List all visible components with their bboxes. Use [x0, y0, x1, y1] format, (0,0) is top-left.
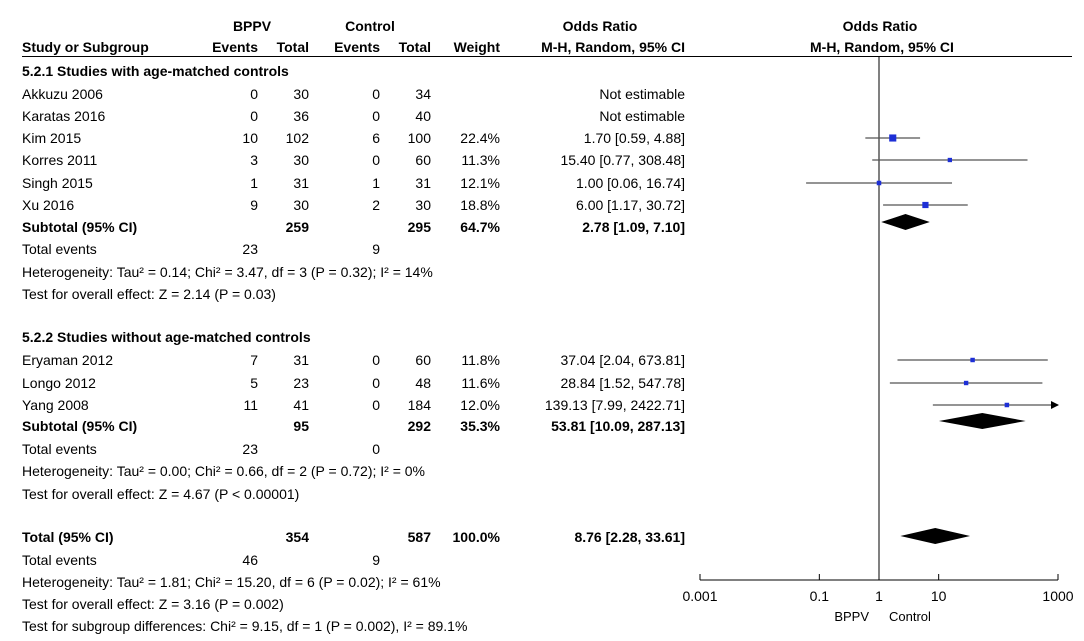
total-events-label: Total events [22, 441, 97, 457]
col-weight: Weight [453, 39, 500, 55]
point-estimate [877, 181, 882, 186]
events2: 9 [372, 241, 380, 257]
point-estimate [1005, 403, 1010, 408]
point-estimate [964, 381, 968, 385]
col-events2: Events [334, 39, 380, 55]
total-diamond [900, 528, 970, 544]
subtotal-diamond [939, 413, 1026, 429]
events1: 7 [250, 352, 258, 368]
subtotal-diamond [881, 214, 930, 230]
events1: 23 [242, 241, 258, 257]
events2: 0 [372, 86, 380, 102]
events1: 1 [250, 175, 258, 191]
events2: 0 [372, 152, 380, 168]
total1: 31 [293, 352, 309, 368]
events2: 0 [372, 108, 380, 124]
events2: 6 [372, 130, 380, 146]
heterogeneity-text: Heterogeneity: Tau² = 1.81; Chi² = 15.20, df = 6 (P = 0.02); I² = 61% [22, 574, 441, 590]
study-name: Karatas 2016 [22, 108, 106, 124]
total1: 259 [285, 219, 309, 235]
events1: 46 [242, 552, 258, 568]
total2: 60 [415, 352, 431, 368]
heterogeneity-text: Heterogeneity: Tau² = 0.14; Chi² = 3.47, df = 3 (P = 0.32); I² = 14% [22, 264, 433, 280]
odds-ratio-ci: Not estimable [599, 108, 685, 124]
study-name: Eryaman 2012 [22, 352, 114, 368]
overall-effect-text: Test for overall effect: Z = 2.14 (P = 0.03) [22, 286, 276, 302]
study-name: Akkuzu 2006 [22, 86, 103, 102]
group1-header: BPPV [232, 18, 272, 34]
total1: 36 [293, 108, 309, 124]
odds-ratio-ci: 8.76 [2.28, 33.61] [574, 529, 685, 545]
total1: 31 [293, 175, 309, 191]
x-tick-label: 0.1 [809, 588, 830, 604]
events1: 10 [242, 130, 258, 146]
events1: 5 [250, 375, 258, 391]
events2: 1 [372, 175, 380, 191]
subgroup-differences-text: Test for subgroup differences: Chi² = 9.15, df = 1 (P = 0.002), I² = 89.1% [22, 618, 468, 634]
total2: 60 [415, 152, 431, 168]
total2: 48 [415, 375, 431, 391]
total2: 100 [407, 130, 431, 146]
favours-left-label: BPPV [834, 609, 869, 624]
col-method-left: M-H, Random, 95% CI [541, 39, 685, 55]
odds-ratio-title-left: Odds Ratio [562, 18, 638, 34]
odds-ratio-ci: 1.70 [0.59, 4.88] [583, 130, 685, 146]
events2: 9 [372, 552, 380, 568]
weight: 12.0% [460, 397, 500, 413]
odds-ratio-ci: 28.84 [1.52, 547.78] [560, 375, 685, 391]
subtotal-label: Subtotal (95% CI) [22, 219, 138, 235]
col-study: Study or Subgroup [22, 39, 149, 55]
events1: 23 [242, 441, 258, 457]
total2: 34 [415, 86, 431, 102]
odds-ratio-ci: 139.13 [7.99, 2422.71] [544, 397, 685, 413]
total1: 30 [293, 197, 309, 213]
weight: 100.0% [452, 529, 500, 545]
study-name: Singh 2015 [22, 175, 93, 191]
events1: 11 [243, 397, 258, 413]
odds-ratio-ci: 15.40 [0.77, 308.48] [560, 152, 685, 168]
events1: 0 [250, 108, 258, 124]
events1: 3 [250, 152, 258, 168]
study-name: Yang 2008 [22, 397, 89, 413]
total1: 30 [293, 152, 309, 168]
total-events-label: Total events [22, 241, 97, 257]
weight: 11.6% [461, 375, 500, 391]
group-title: 5.2.2 Studies without age-matched controls [22, 329, 311, 345]
subtotal-label: Subtotal (95% CI) [22, 418, 138, 434]
total1: 30 [293, 86, 309, 102]
col-method-right: M-H, Random, 95% CI [810, 39, 954, 55]
group-title: 5.2.1 Studies with age-matched controls [22, 63, 289, 79]
weight: 35.3% [460, 418, 500, 434]
overall-effect-text: Test for overall effect: Z = 4.67 (P < 0.00001) [22, 486, 300, 502]
x-tick-label: 1000 [1042, 588, 1074, 604]
study-name: Longo 2012 [22, 375, 96, 391]
odds-ratio-ci: 53.81 [10.09, 287.13] [551, 418, 685, 434]
study-name: Kim 2015 [22, 130, 82, 146]
weight: 12.1% [460, 175, 500, 191]
total2: 184 [407, 397, 431, 413]
study-name: Xu 2016 [22, 197, 75, 213]
total1: 23 [293, 375, 309, 391]
weight: 11.8% [461, 352, 500, 368]
ci-arrow [1051, 401, 1059, 409]
total2: 292 [407, 418, 431, 434]
events2: 0 [372, 352, 380, 368]
total2: 40 [415, 108, 431, 124]
study-name: Korres 2011 [22, 152, 98, 168]
events2: 2 [372, 197, 380, 213]
col-total1: Total [276, 39, 309, 55]
point-estimate [970, 358, 974, 362]
x-tick-label: 0.001 [682, 588, 718, 604]
total2: 31 [415, 175, 431, 191]
total-label: Total (95% CI) [22, 529, 114, 545]
events1: 0 [250, 86, 258, 102]
odds-ratio-ci: Not estimable [599, 86, 685, 102]
odds-ratio-ci: 2.78 [1.09, 7.10] [582, 219, 685, 235]
heterogeneity-text: Heterogeneity: Tau² = 0.00; Chi² = 0.66, df = 2 (P = 0.72); I² = 0% [22, 463, 425, 479]
weight: 11.3% [461, 152, 500, 168]
events1: 9 [250, 197, 258, 213]
x-tick-label: 1 [875, 588, 883, 604]
favours-right-label: Control [889, 609, 931, 624]
odds-ratio-ci: 6.00 [1.17, 30.72] [576, 197, 685, 213]
point-estimate [922, 202, 928, 208]
point-estimate [948, 158, 952, 162]
odds-ratio-ci: 37.04 [2.04, 673.81] [560, 352, 685, 368]
group2-header: Control [345, 18, 395, 34]
point-estimate [889, 134, 896, 141]
events2: 0 [372, 397, 380, 413]
odds-ratio-title-right: Odds Ratio [842, 18, 918, 34]
odds-ratio-ci: 1.00 [0.06, 16.74] [576, 175, 685, 191]
total1: 95 [293, 418, 309, 434]
weight: 22.4% [460, 130, 500, 146]
total1: 41 [293, 397, 309, 413]
total2: 295 [407, 219, 431, 235]
total-events-label: Total events [22, 552, 97, 568]
events2: 0 [372, 375, 380, 391]
col-events1: Events [212, 39, 258, 55]
total2: 30 [415, 197, 431, 213]
col-total2: Total [398, 39, 431, 55]
total1: 102 [285, 130, 309, 146]
x-tick-label: 10 [930, 588, 947, 604]
weight: 64.7% [460, 219, 500, 235]
overall-effect-text: Test for overall effect: Z = 3.16 (P = 0.002) [22, 596, 284, 612]
weight: 18.8% [460, 197, 500, 213]
total2: 587 [407, 529, 431, 545]
total1: 354 [285, 529, 309, 545]
events2: 0 [372, 441, 380, 457]
